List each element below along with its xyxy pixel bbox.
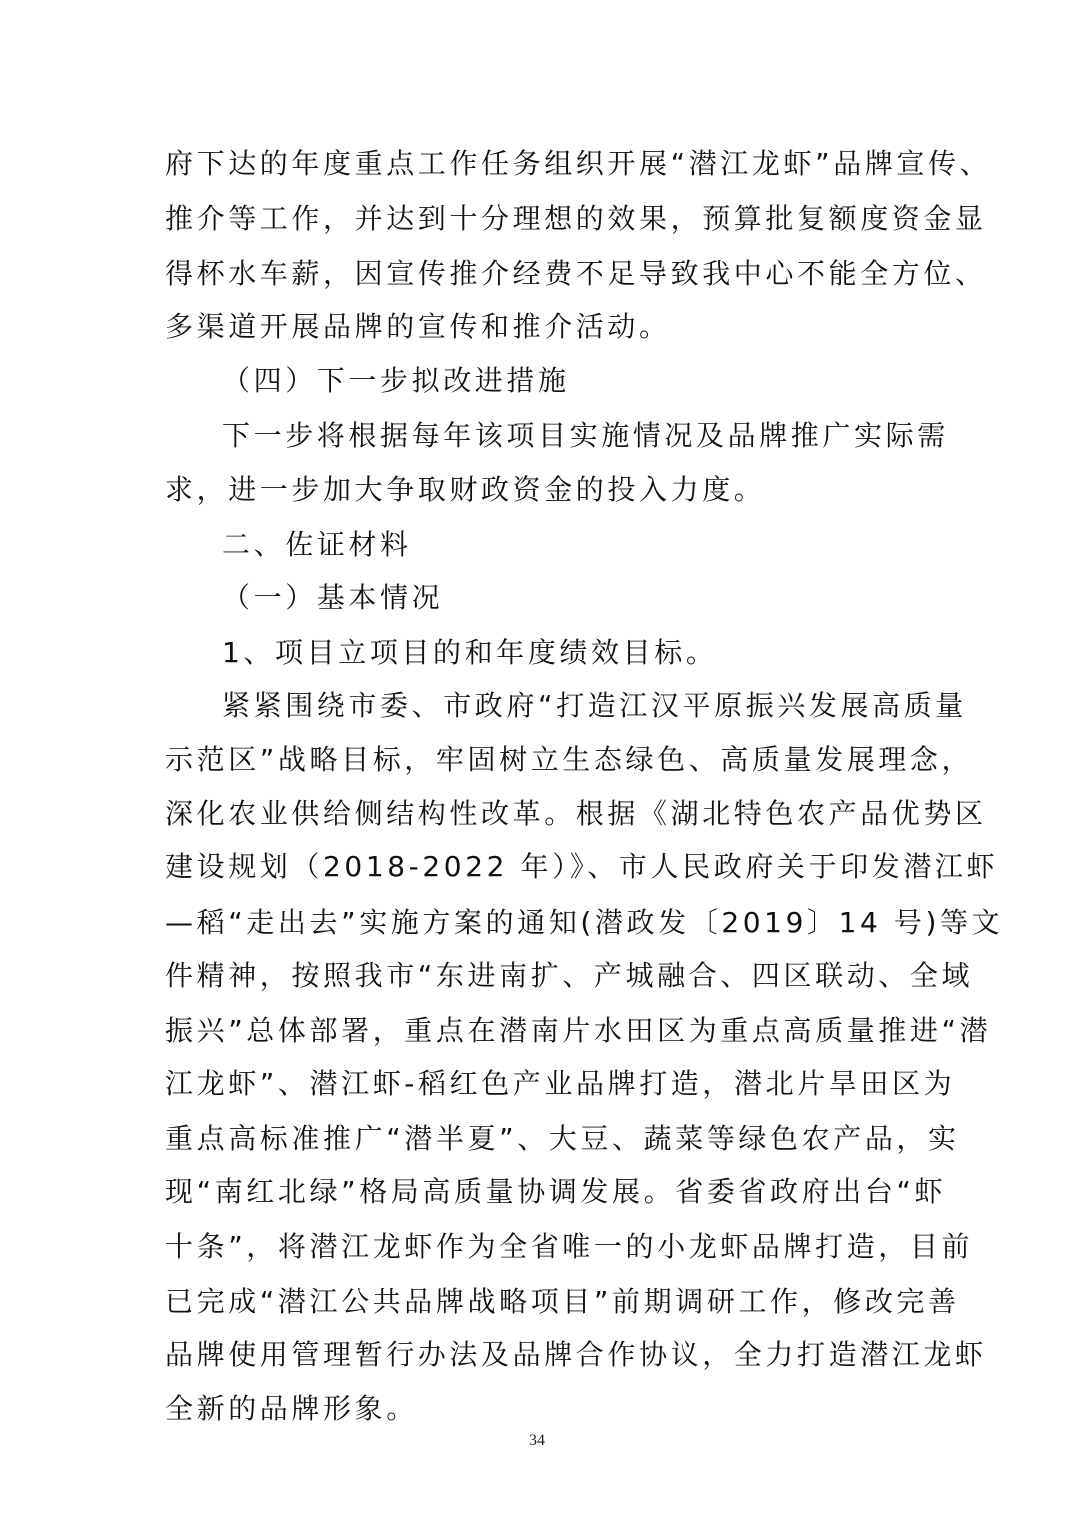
text-line-4: 多渠道开展品牌的宣传和推介活动。 <box>165 310 671 343</box>
text-line-3: 得杯水车薪，因宣传推介经费不足导致我中心不能全方位、 <box>165 257 987 290</box>
text-line-15: —稻“走出去”实施方案的通知(潜政发〔2019〕14 号)等文 <box>165 906 1004 939</box>
text-line-7: 求，进一步加大争取财政资金的投入力度。 <box>165 473 766 506</box>
text-line-22: 已完成“潜江公共品牌战略项目”前期调研工作，修改完善 <box>165 1285 960 1318</box>
heading-improvement-measures: （四）下一步拟改进措施 <box>222 364 570 397</box>
text-line-21: 十条”，将潜江龙虾作为全省唯一的小龙虾品牌打造，目前 <box>165 1230 974 1263</box>
heading-supporting-materials: 二、佐证材料 <box>222 528 412 561</box>
text-line-23: 品牌使用管理暂行办法及品牌合作协议，全力打造潜江龙虾 <box>165 1338 987 1371</box>
heading-project-goals: 1、项目立项目的和年度绩效目标。 <box>222 636 718 669</box>
page-number: 34 <box>529 1432 545 1449</box>
text-line-20: 现“南红北绿”格局高质量协调发展。省委省政府出台“虾 <box>165 1175 947 1208</box>
text-line-18: 江龙虾”、潜江虾-稻红色产业品牌打造，潜北片旱田区为 <box>165 1067 956 1100</box>
text-line-2: 推介等工作，并达到十分理想的效果，预算批复额度资金显 <box>165 202 987 235</box>
text-line-17: 振兴”总体部署，重点在潜南片水田区为重点高质量推进“潜 <box>165 1014 992 1047</box>
text-line-14: 建设规划（2018-2022 年）》、市人民政府关于印发潜江虾 <box>165 850 999 883</box>
text-line-24: 全新的品牌形象。 <box>165 1392 418 1425</box>
text-line-11: 紧紧围绕市委、市政府“打造江汉平原振兴发展高质量 <box>222 689 967 722</box>
text-line-1: 府下达的年度重点工作任务组织开展“潜江龙虾”品牌宣传、 <box>165 147 992 180</box>
text-line-16: 件精神，按照我市“东进南扩、产城融合、四区联动、全域 <box>165 959 974 992</box>
text-line-12: 示范区”战略目标，牢固树立生态绿色、高质量发展理念， <box>165 743 974 776</box>
heading-basic-situation: （一）基本情况 <box>222 581 444 614</box>
text-line-19: 重点高标准推广“潜半夏”、大豆、蔬菜等绿色农产品，实 <box>165 1122 960 1155</box>
text-line-13: 深化农业供给侧结构性改革。根据《湖北特色农产品优势区 <box>165 797 987 830</box>
text-line-6: 下一步将根据每年该项目实施情况及品牌推广实际需 <box>222 419 949 452</box>
